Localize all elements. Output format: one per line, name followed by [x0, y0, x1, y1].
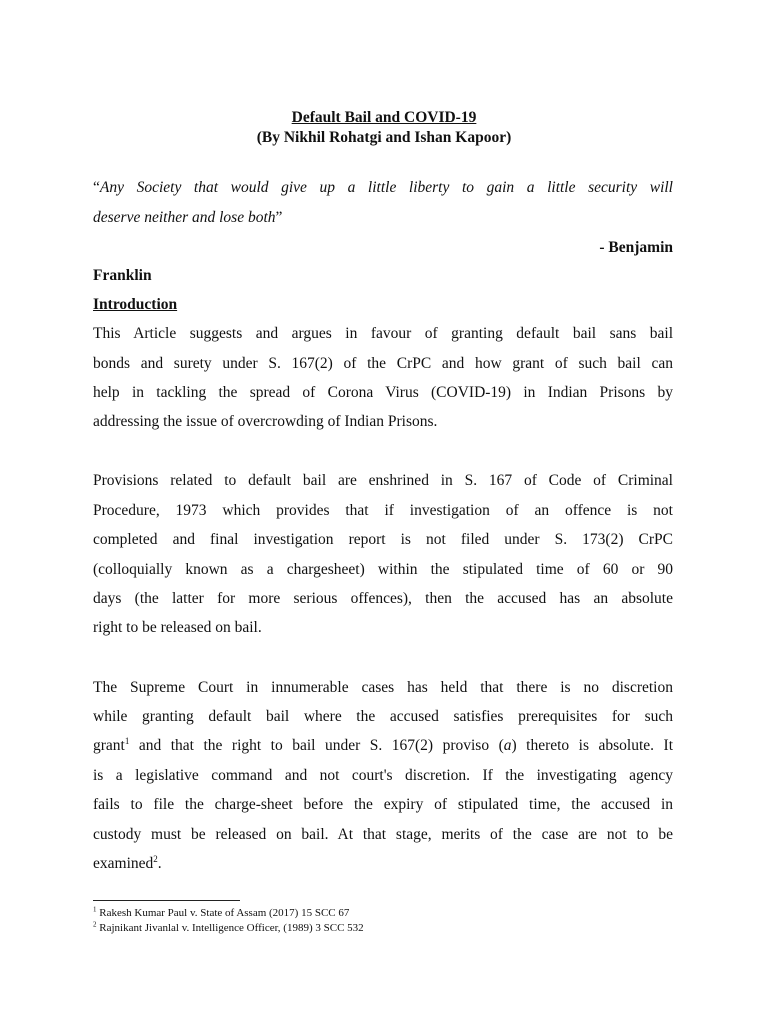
epigraph-attribution: - Benjamin — [599, 239, 673, 256]
paragraph-3-line: is a legislative command and not court's discretion. If the investigating agency — [93, 767, 673, 784]
paragraph-1-line: bonds and surety under S. 167(2) of the CrPC and how grant of such bail can — [93, 355, 673, 372]
paragraph-1-line: This Article suggests and argues in favour of granting default bail sans bail — [93, 325, 673, 342]
document-authors: (By Nikhil Rohatgi and Ishan Kapoor) — [256, 129, 512, 146]
footnote-ref-2[interactable]: 2 — [153, 853, 158, 864]
paragraph-2-line: right to be released on bail. — [93, 619, 262, 636]
document-title: Default Bail and COVID-19 — [291, 109, 477, 126]
epigraph-attribution-surname: Franklin — [93, 267, 152, 284]
epigraph-line-2: deserve neither and lose both” — [93, 209, 283, 226]
footnote-ref-1[interactable]: 1 — [124, 735, 130, 746]
paragraph-3-line: custody must be released on bail. At that stage, merits of the case are not to be — [93, 826, 673, 843]
paragraph-2-line: completed and final investigation report is not filed under S. 173(2) CrPC — [93, 531, 673, 548]
paragraph-3-line: The Supreme Court in innumerable cases has held that there is no discretion — [93, 679, 673, 696]
paragraph-1-line: help in tackling the spread of Corona Virus (COVID-19) in Indian Prisons by — [93, 384, 673, 401]
paragraph-3-line: examined$^2$. — [93, 853, 162, 872]
introduction-heading: Introduction — [93, 296, 178, 313]
paragraph-3-line: while granting default bail where the accused satisfies prerequisites for such — [93, 708, 673, 725]
paragraph-3-line: grant$^1$ and that the right to bail under S. 167(2) proviso (a) thereto is absolute. It — [93, 735, 674, 754]
paragraph-2-line: days (the latter for more serious offences), then the accused has an absolute — [93, 590, 673, 607]
footnote-separator — [93, 900, 240, 901]
paragraph-1-line: addressing the issue of overcrowding of Indian Prisons. — [93, 413, 438, 430]
epigraph-line-1: “Any Society that would give up a little liberty to gain a little security will — [93, 179, 673, 196]
paragraph-3-line: fails to file the charge-sheet before the expiry of stipulated time, the accused in — [93, 796, 673, 813]
paragraph-2-line: Procedure, 1973 which provides that if investigation of an offence is not — [93, 502, 673, 519]
paragraph-2-line: (colloquially known as a chargesheet) within the stipulated time of 60 or 90 — [93, 561, 673, 578]
footnote-2: $^2$ Rajnikant Jivanlal v. Intelligence Officer, (1989) 3 SCC 532 — [93, 920, 364, 934]
footnote-1: $^1$ Rakesh Kumar Paul v. State of Assam (2017) 15 SCC 67 — [93, 905, 350, 919]
paragraph-2-line: Provisions related to default bail are enshrined in S. 167 of Code of Criminal — [93, 472, 673, 489]
